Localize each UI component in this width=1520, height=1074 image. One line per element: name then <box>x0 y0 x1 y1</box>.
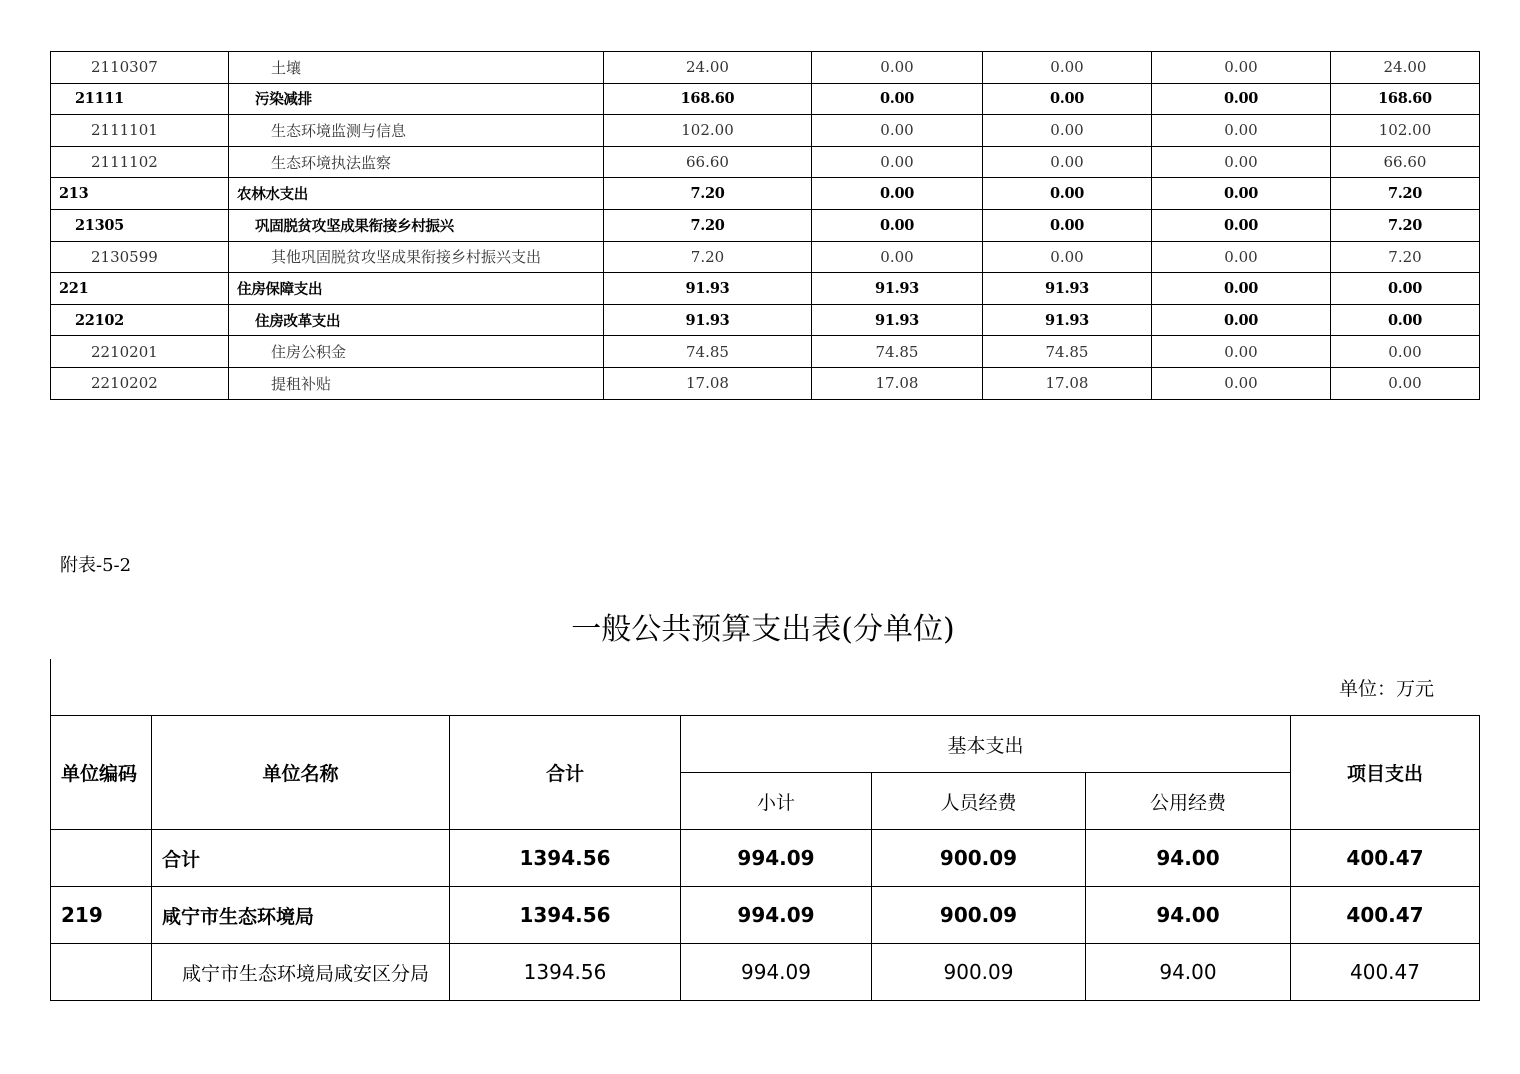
cell-staff: 74.85 <box>983 336 1152 368</box>
cell-sub: 994.09 <box>681 887 872 944</box>
unit-label: 单位：万元 <box>1338 678 1434 700</box>
cell-public: 94.00 <box>1086 830 1291 887</box>
cell-public: 0.00 <box>1152 336 1331 368</box>
cell-name: 生态环境监测与信息 <box>229 115 604 147</box>
bottom-table-body <box>51 830 1480 1001</box>
cell-code: 2111102 <box>51 146 229 178</box>
cell-total: 7.20 <box>604 178 812 210</box>
cell-total: 91.93 <box>604 304 812 336</box>
table-row <box>51 115 1480 147</box>
cell-staff: 91.93 <box>983 273 1152 305</box>
cell-total: 7.20 <box>604 241 812 273</box>
cell-name: 提租补贴 <box>229 367 604 399</box>
cell-staff: 91.93 <box>983 304 1152 336</box>
cell-code <box>51 944 152 1001</box>
header-public: 公用经费 <box>1086 773 1291 830</box>
table-row <box>51 241 1480 273</box>
cell-name: 住房改革支出 <box>229 304 604 336</box>
cell-project: 400.47 <box>1291 887 1480 944</box>
attachment-label: 附表-5-2 <box>60 555 132 576</box>
cell-project: 7.20 <box>1331 241 1480 273</box>
page-title: 一般公共预算支出表(分单位) <box>571 612 955 647</box>
table-row <box>51 830 1480 887</box>
cell-total: 24.00 <box>604 52 812 84</box>
cell-sub: 17.08 <box>812 367 983 399</box>
cell-project: 0.00 <box>1331 336 1480 368</box>
cell-project: 66.60 <box>1331 146 1480 178</box>
cell-project: 0.00 <box>1331 304 1480 336</box>
cell-sub: 994.09 <box>681 830 872 887</box>
table-row <box>51 944 1480 1001</box>
header-subtotal: 小计 <box>681 773 872 830</box>
cell-staff: 900.09 <box>872 887 1086 944</box>
header-basic: 基本支出 <box>681 716 1291 773</box>
cell-public: 0.00 <box>1152 367 1331 399</box>
table-row <box>51 336 1480 368</box>
cell-public: 94.00 <box>1086 887 1291 944</box>
cell-public: 0.00 <box>1152 209 1331 241</box>
cell-project: 0.00 <box>1331 367 1480 399</box>
cell-total: 168.60 <box>604 83 812 115</box>
unit-expense-table <box>50 715 1480 1001</box>
cell-staff: 0.00 <box>983 52 1152 84</box>
header-row-1 <box>51 716 1480 773</box>
cell-code <box>51 830 152 887</box>
cell-total: 74.85 <box>604 336 812 368</box>
cell-code: 213 <box>51 178 229 210</box>
cell-staff: 0.00 <box>983 178 1152 210</box>
cell-public: 0.00 <box>1152 241 1331 273</box>
cell-code: 2110307 <box>51 52 229 84</box>
cell-sub: 0.00 <box>812 241 983 273</box>
cell-sub: 0.00 <box>812 52 983 84</box>
top-expense-table <box>50 51 1480 400</box>
cell-sub: 994.09 <box>681 944 872 1001</box>
cell-sub: 91.93 <box>812 304 983 336</box>
cell-name: 其他巩固脱贫攻坚成果衔接乡村振兴支出 <box>229 241 604 273</box>
cell-sub: 0.00 <box>812 146 983 178</box>
cell-name: 住房公积金 <box>229 336 604 368</box>
cell-total: 66.60 <box>604 146 812 178</box>
cell-code: 2130599 <box>51 241 229 273</box>
cell-sub: 91.93 <box>812 273 983 305</box>
cell-staff: 0.00 <box>983 146 1152 178</box>
cell-project: 24.00 <box>1331 52 1480 84</box>
cell-public: 94.00 <box>1086 944 1291 1001</box>
cell-sub: 74.85 <box>812 336 983 368</box>
cell-public: 0.00 <box>1152 115 1331 147</box>
cell-project: 7.20 <box>1331 178 1480 210</box>
cell-name: 咸宁市生态环境局咸安区分局 <box>152 944 450 1001</box>
cell-total: 1394.56 <box>450 830 681 887</box>
cell-project: 400.47 <box>1291 944 1480 1001</box>
top-table-body <box>51 52 1480 400</box>
cell-staff: 17.08 <box>983 367 1152 399</box>
cell-staff: 0.00 <box>983 209 1152 241</box>
cell-name: 污染减排 <box>229 83 604 115</box>
cell-public: 0.00 <box>1152 52 1331 84</box>
cell-public: 0.00 <box>1152 178 1331 210</box>
cell-project: 0.00 <box>1331 273 1480 305</box>
cell-code: 2111101 <box>51 115 229 147</box>
cell-name: 土壤 <box>229 52 604 84</box>
cell-name: 生态环境执法监察 <box>229 146 604 178</box>
cell-name: 住房保障支出 <box>229 273 604 305</box>
header-unit-code: 单位编码 <box>51 716 152 830</box>
header-total: 合计 <box>450 716 681 830</box>
cell-staff: 0.00 <box>983 115 1152 147</box>
cell-code: 22102 <box>51 304 229 336</box>
cell-public: 0.00 <box>1152 304 1331 336</box>
table-row <box>51 273 1480 305</box>
cell-code: 21111 <box>51 83 229 115</box>
cell-total: 102.00 <box>604 115 812 147</box>
cell-total: 7.20 <box>604 209 812 241</box>
cell-sub: 0.00 <box>812 115 983 147</box>
cell-project: 400.47 <box>1291 830 1480 887</box>
unit-row <box>50 659 1478 715</box>
cell-public: 0.00 <box>1152 273 1331 305</box>
cell-name: 咸宁市生态环境局 <box>152 887 450 944</box>
cell-sub: 0.00 <box>812 178 983 210</box>
cell-name: 合计 <box>152 830 450 887</box>
cell-name: 农林水支出 <box>229 178 604 210</box>
cell-public: 0.00 <box>1152 83 1331 115</box>
cell-staff: 0.00 <box>983 83 1152 115</box>
cell-staff: 900.09 <box>872 944 1086 1001</box>
cell-public: 0.00 <box>1152 146 1331 178</box>
header-project: 项目支出 <box>1291 716 1480 830</box>
cell-sub: 0.00 <box>812 209 983 241</box>
cell-sub: 0.00 <box>812 83 983 115</box>
cell-project: 7.20 <box>1331 209 1480 241</box>
header-staff: 人员经费 <box>872 773 1086 830</box>
cell-total: 1394.56 <box>450 944 681 1001</box>
table-row <box>51 367 1480 399</box>
cell-code: 2210202 <box>51 367 229 399</box>
cell-staff: 0.00 <box>983 241 1152 273</box>
table-row <box>51 209 1480 241</box>
cell-code: 221 <box>51 273 229 305</box>
cell-staff: 900.09 <box>872 830 1086 887</box>
table-row <box>51 83 1480 115</box>
cell-total: 91.93 <box>604 273 812 305</box>
table-row <box>51 52 1480 84</box>
table-row <box>51 146 1480 178</box>
cell-code: 21305 <box>51 209 229 241</box>
cell-code: 219 <box>51 887 152 944</box>
table-row <box>51 178 1480 210</box>
cell-total: 17.08 <box>604 367 812 399</box>
cell-name: 巩固脱贫攻坚成果衔接乡村振兴 <box>229 209 604 241</box>
cell-project: 102.00 <box>1331 115 1480 147</box>
cell-total: 1394.56 <box>450 887 681 944</box>
cell-code: 2210201 <box>51 336 229 368</box>
header-unit-name: 单位名称 <box>152 716 450 830</box>
cell-project: 168.60 <box>1331 83 1480 115</box>
table-row <box>51 887 1480 944</box>
table-row <box>51 304 1480 336</box>
